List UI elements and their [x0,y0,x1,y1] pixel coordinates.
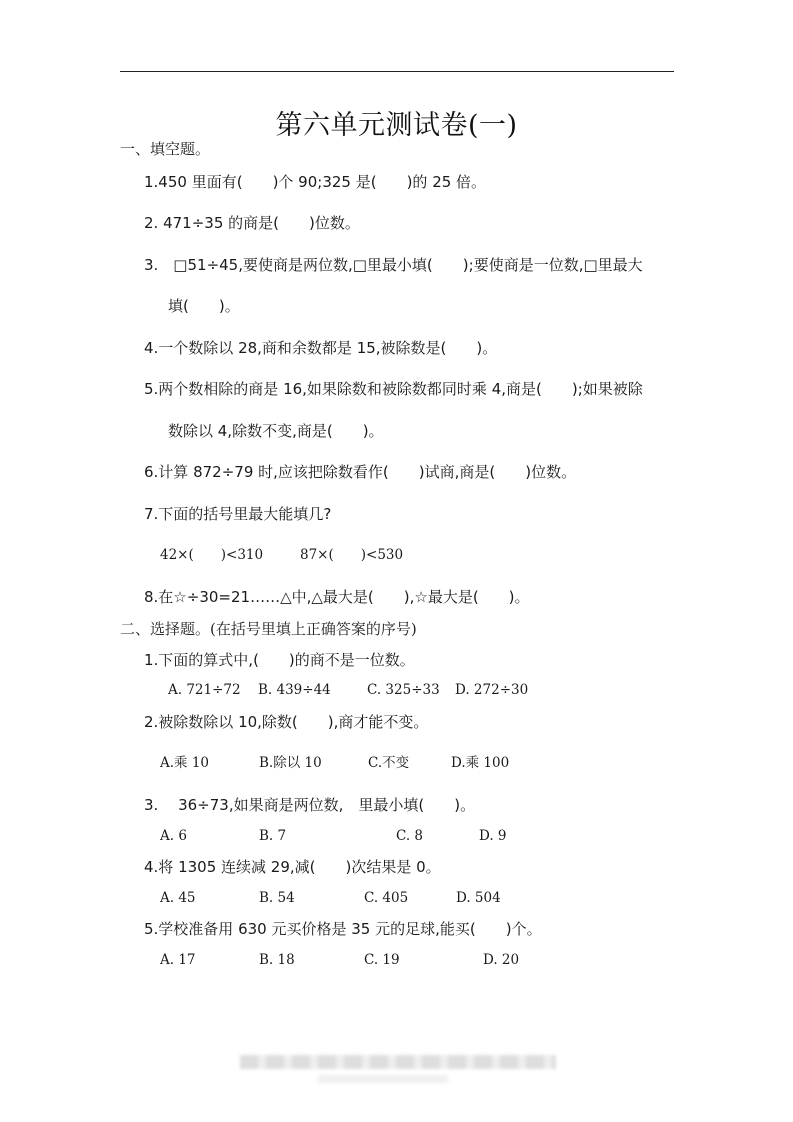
option-2-2-c: C.不变 [368,755,410,771]
option-2-4-b: B. 54 [259,890,295,906]
question-2-3: 3. 36÷73,如果商是两位数, 里最小填( )。 [144,796,476,814]
option-2-2-a: A.乘 10 [160,755,210,771]
blurred-footer-watermark-sub [318,1075,448,1083]
option-2-3-c: C. 8 [396,828,424,844]
header-rule [120,71,674,72]
option-2-3-b: B. 7 [259,828,287,844]
page-title: 第六单元测试卷(一) [275,110,518,141]
option-2-4-d: D. 504 [456,890,501,906]
option-2-3-a: A. 6 [160,828,187,844]
question-1-3-line2: 填( )。 [168,297,240,315]
section-heading-fill-blanks: 一、填空题。 [120,140,211,158]
option-2-1-d: D. 272÷30 [455,682,529,698]
question-1-1: 1.450 里面有( )个 90;325 是( )的 25 倍。 [144,173,487,191]
question-2-5: 5.学校准备用 630 元买价格是 35 元的足球,能买( )个。 [144,920,542,938]
question-2-4: 4.将 1305 连续减 29,减( )次结果是 0。 [144,858,441,876]
question-1-5-line2: 数除以 4,除数不变,商是( )。 [168,422,384,440]
question-1-3-line1: 3. □51÷45,要使商是两位数,□里最小填( );要使商是一位数,□里最大 [144,256,643,274]
question-1-7-expression-a: 42×( )<310 [160,547,264,563]
blurred-footer-watermark [240,1055,556,1069]
option-2-2-d: D.乘 100 [451,755,510,771]
option-2-5-c: C. 19 [364,952,400,968]
option-2-3-d: D. 9 [479,828,507,844]
question-1-2: 2. 471÷35 的商是( )位数。 [144,214,360,232]
option-2-1-b: B. 439÷44 [258,682,331,698]
option-2-5-a: A. 17 [160,952,196,968]
option-2-2-b: B.除以 10 [259,755,322,771]
question-1-4: 4.一个数除以 28,商和余数都是 15,被除数是( )。 [144,339,498,357]
section-heading-multiple-choice: 二、选择题。(在括号里填上正确答案的序号) [120,620,417,638]
option-2-4-a: A. 45 [160,890,196,906]
question-2-2: 2.被除数除以 10,除数( ),商才能不变。 [144,713,429,731]
option-2-4-c: C. 405 [364,890,409,906]
question-2-1: 1.下面的算式中,( )的商不是一位数。 [144,651,415,669]
question-1-7-expression-b: 87×( )<530 [300,547,404,563]
question-1-6: 6.计算 872÷79 时,应该把除数看作( )试商,商是( )位数。 [144,463,577,481]
question-1-8: 8.在☆÷30=21……△中,△最大是( ),☆最大是( )。 [144,588,530,606]
question-1-7: 7.下面的括号里最大能填几? [144,505,332,523]
option-2-5-d: D. 20 [483,952,520,968]
option-2-1-a: A. 721÷72 [168,682,241,698]
question-1-5-line1: 5.两个数相除的商是 16,如果除数和被除数都同时乘 4,商是( );如果被除 [144,380,643,398]
option-2-5-b: B. 18 [259,952,295,968]
option-2-1-c: C. 325÷33 [367,682,440,698]
